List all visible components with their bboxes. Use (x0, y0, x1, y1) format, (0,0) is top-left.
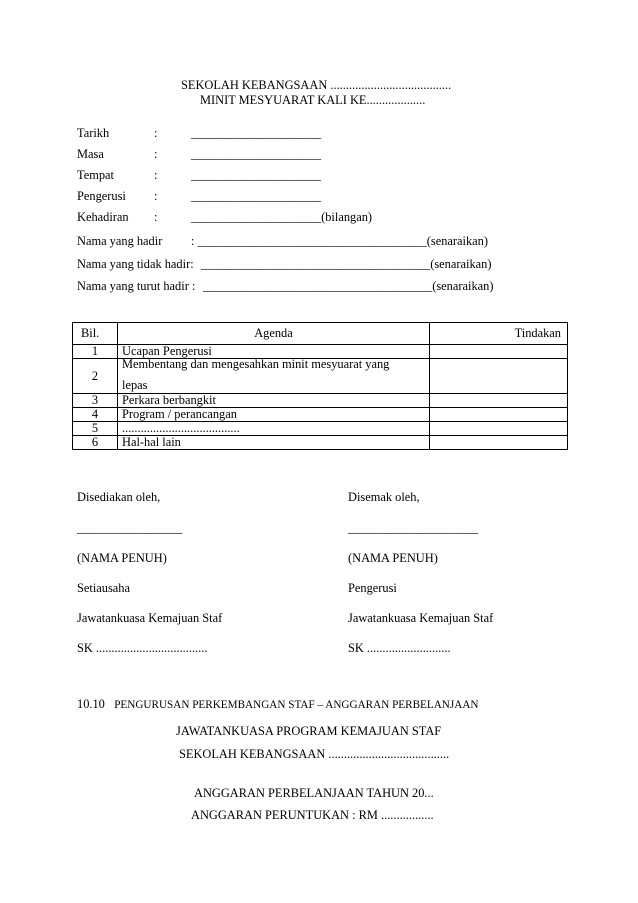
row-number: 4 (73, 408, 118, 422)
agenda-item-line: lepas (122, 378, 148, 392)
table-row (73, 422, 568, 436)
budget-allocation-title: ANGGARAN PERUNTUKAN : RM ................. (191, 808, 434, 822)
budget-committee-title: JAWATANKUASA PROGRAM KEMAJUAN STAF (176, 724, 442, 738)
agenda-item-line: Membentang dan mengesahkan minit mesyuarat yang (122, 357, 390, 371)
field-label-pengerusi: Pengerusi (77, 189, 126, 203)
field-colon: : (154, 210, 158, 224)
agenda-item: Hal-hal lain (118, 436, 430, 450)
action-cell (430, 436, 568, 450)
school-label: SK ........................... (348, 641, 451, 655)
action-cell (430, 422, 568, 436)
committee-label: Jawatankuasa Kemajuan Staf (348, 611, 494, 625)
field-colon: : (154, 147, 158, 161)
committee-label: Jawatankuasa Kemajuan Staf (77, 611, 223, 625)
table-row (73, 394, 568, 408)
table-row (73, 359, 568, 394)
row-number: 6 (73, 436, 118, 450)
signature-line: _____________________ (348, 521, 479, 535)
agenda-header-row (73, 323, 568, 345)
row-number: 1 (73, 345, 118, 359)
section-number: 10.10 (77, 697, 105, 711)
row-number: 2 (73, 359, 118, 394)
field-label-tarikh: Tarikh (77, 126, 110, 140)
attendance-value-tidak-hadir: _____________________________________(senaraikan) (201, 257, 492, 271)
action-cell (430, 345, 568, 359)
budget-school-title: SEKOLAH KEBANGSAAN ....................................... (179, 747, 450, 761)
prepared-by-label: Disediakan oleh, (77, 490, 161, 504)
budget-year-title: ANGGARAN PERBELANJAAN TAHUN 20... (194, 786, 434, 800)
attendance-suffix: (senaraikan) (432, 279, 494, 293)
attendance-value-turut-hadir: _____________________________________(senaraikan) (203, 279, 494, 293)
attendance-value-hadir: : _____________________________________(senaraikan) (191, 234, 489, 248)
field-value-tempat: _____________________ (191, 168, 322, 182)
header-agenda: Agenda (118, 323, 430, 345)
school-title: SEKOLAH KEBANGSAAN ....................................... (181, 78, 452, 92)
attendance-label-tidak-hadir: Nama yang tidak hadir: (77, 257, 194, 271)
attendance-label-hadir: Nama yang hadir (77, 234, 163, 248)
field-value-tarikh: _____________________ (191, 126, 322, 140)
field-label-masa: Masa (77, 147, 104, 161)
field-colon: : (154, 126, 158, 140)
action-cell (430, 359, 568, 394)
school-label: SK .................................... (77, 641, 208, 655)
role-label: Pengerusi (348, 581, 397, 595)
field-colon: : (154, 168, 158, 182)
agenda-item: Perkara berbangkit (118, 394, 430, 408)
full-name-placeholder: (NAMA PENUH) (348, 551, 438, 565)
agenda-item (118, 359, 430, 394)
field-label-kehadiran: Kehadiran (77, 210, 129, 224)
agenda-item: ...................................... (118, 422, 430, 436)
field-suffix-bilangan: (bilangan) (321, 210, 373, 224)
table-row (73, 436, 568, 450)
field-value-kehadiran: _____________________(bilangan) (191, 210, 373, 224)
field-colon: : (154, 189, 158, 203)
agenda-item: Ucapan Pengerusi (118, 345, 430, 359)
section-heading (77, 697, 478, 712)
header-bil: Bil. (73, 323, 118, 345)
minutes-title: MINIT MESYUARAT KALI KE................... (200, 93, 426, 107)
role-label: Setiausaha (77, 581, 130, 595)
field-value-pengerusi: _____________________ (191, 189, 322, 203)
reviewed-by-label: Disemak oleh, (348, 490, 420, 504)
row-number: 3 (73, 394, 118, 408)
field-value-masa: _____________________ (191, 147, 322, 161)
action-cell (430, 394, 568, 408)
agenda-item: Program / perancangan (118, 408, 430, 422)
field-label-tempat: Tempat (77, 168, 114, 182)
attendance-suffix: (senaraikan) (430, 257, 492, 271)
action-cell (430, 408, 568, 422)
full-name-placeholder: (NAMA PENUH) (77, 551, 167, 565)
row-number: 5 (73, 422, 118, 436)
header-tindakan: Tindakan (430, 323, 568, 345)
section-title: PENGURUSAN PERKEMBANGAN STAF – ANGGARAN PERBELANJAAN (114, 699, 479, 711)
attendance-label-turut-hadir: Nama yang turut hadir : (77, 279, 196, 293)
table-row (73, 408, 568, 422)
agenda-table (72, 322, 568, 450)
signature-line: _________________ (77, 521, 183, 535)
attendance-suffix: (senaraikan) (426, 234, 489, 248)
